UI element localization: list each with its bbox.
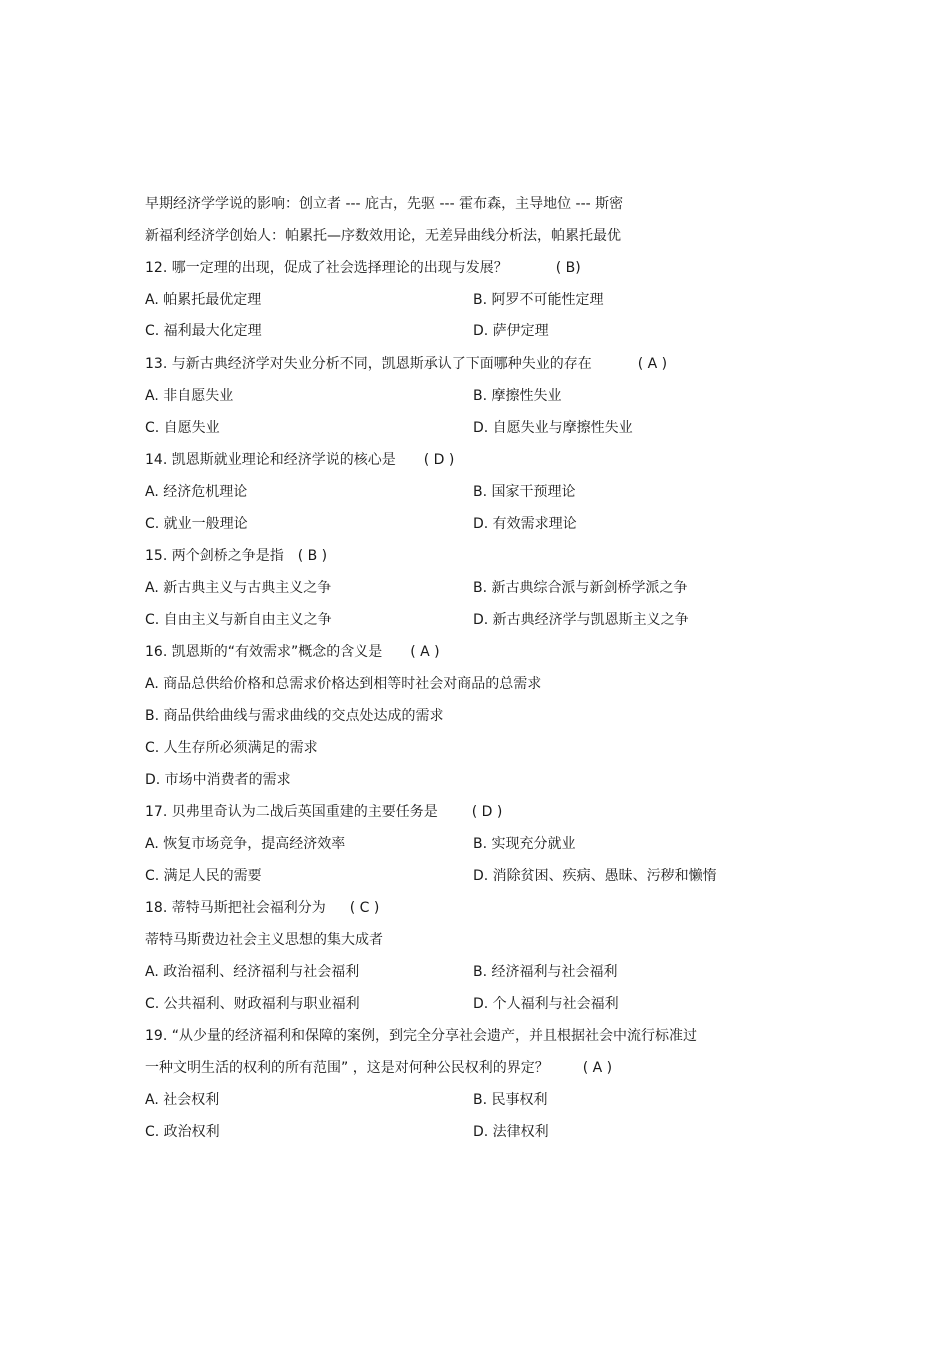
question-19: 19. “从少量的经济福利和保障的案例，到完全分享社会遗产，并且根据社会中流行标准过 — [145, 1028, 697, 1044]
question-12 — [145, 258, 581, 278]
option-b: B. 新古典综合派与新剑桥学派之争 — [473, 580, 688, 596]
answer-key: ( A ) — [582, 1060, 613, 1076]
option-d: D. 新古典经济学与凯恩斯主义之争 — [473, 612, 689, 628]
option-b: B. 商品供给曲线与需求曲线的交点处达成的需求 — [145, 708, 444, 724]
option-a: A. 经济危机理论 — [145, 484, 248, 500]
question-note: 蒂特马斯费边社会主义思想的集大成者 — [145, 932, 383, 948]
answer-key: ( B ) — [297, 548, 328, 564]
option-c: C. 自由主义与新自由主义之争 — [145, 612, 332, 628]
option-a: A. 政治福利、经济福利与社会福利 — [145, 964, 360, 980]
option-c: C. 公共福利、财政福利与职业福利 — [145, 996, 360, 1012]
option-a: A. 社会权利 — [145, 1092, 220, 1108]
question-14 — [145, 450, 454, 470]
option-b: B. 阿罗不可能性定理 — [473, 292, 604, 308]
question-text: 17. 贝弗里奇认为二战后英国重建的主要任务是 — [145, 804, 438, 820]
options-row — [145, 994, 785, 1014]
option-b: B. 经济福利与社会福利 — [473, 964, 618, 980]
question-13 — [145, 354, 667, 374]
answer-key: ( A ) — [637, 356, 668, 372]
option-b: B. 国家干预理论 — [473, 484, 576, 500]
options-row — [145, 386, 785, 406]
options-row — [145, 514, 785, 534]
option-c: C. 政治权利 — [145, 1124, 220, 1140]
answer-key: ( D ) — [471, 804, 503, 820]
question-text: 一种文明生活的权利的所有范围” ，这是对何种公民权利的界定？ — [145, 1060, 549, 1076]
options-row — [145, 610, 785, 630]
option-c: C. 满足人民的需要 — [145, 868, 262, 884]
question-text: 12. 哪一定理的出现，促成了社会选择理论的出现与发展？ — [145, 260, 508, 276]
option-d: D. 萨伊定理 — [473, 323, 549, 339]
answer-key: ( A ) — [410, 644, 440, 660]
question-text: 14. 凯恩斯就业理论和经济学说的核心是 — [145, 452, 396, 468]
options-row — [145, 962, 785, 982]
options-row — [145, 290, 785, 310]
intro-line-2: 新福利经济学创始人：帕累托—序数效用论，无差异曲线分析法，帕累托最优 — [145, 228, 621, 244]
options-row — [145, 321, 785, 341]
option-d: D. 消除贫困、疾病、愚昧、污秽和懒惰 — [473, 868, 717, 884]
option-d: D. 有效需求理论 — [473, 516, 577, 532]
option-b: B. 民事权利 — [473, 1092, 548, 1108]
option-d: D. 市场中消费者的需求 — [145, 772, 291, 788]
answer-key: ( C ) — [349, 900, 380, 916]
options-row — [145, 1090, 785, 1110]
option-a: A. 帕累托最优定理 — [145, 292, 262, 308]
option-c: C. 福利最大化定理 — [145, 323, 262, 339]
options-row — [145, 482, 785, 502]
option-a: A. 新古典主义与古典主义之争 — [145, 580, 332, 596]
question-18 — [145, 898, 379, 918]
option-d: D. 自愿失业与摩擦性失业 — [473, 420, 633, 436]
option-c: C. 就业一般理论 — [145, 516, 248, 532]
options-row — [145, 578, 785, 598]
option-b: B. 实现充分就业 — [473, 836, 576, 852]
option-b: B. 摩擦性失业 — [473, 388, 562, 404]
options-row — [145, 834, 785, 854]
option-a: A. 恢复市场竞争，提高经济效率 — [145, 836, 346, 852]
option-d: D. 法律权利 — [473, 1124, 549, 1140]
options-row — [145, 1122, 785, 1142]
question-text: 18. 蒂特马斯把社会福利分为 — [145, 900, 326, 916]
question-text: 15. 两个剑桥之争是指 — [145, 548, 284, 564]
question-15 — [145, 546, 327, 566]
option-a: A. 非自愿失业 — [145, 388, 234, 404]
option-c: C. 自愿失业 — [145, 420, 220, 436]
option-a: A. 商品总供给价格和总需求价格达到相等时社会对商品的总需求 — [145, 676, 542, 692]
options-row — [145, 866, 785, 886]
question-19-cont — [145, 1058, 612, 1078]
options-row — [145, 418, 785, 438]
answer-key: ( D ) — [423, 452, 455, 468]
question-text: 16. 凯恩斯的“有效需求”概念的含义是 — [145, 644, 383, 660]
intro-line-1: 早期经济学学说的影响：创立者 --- 庇古，先驱 --- 霍布森，主导地位 --- 斯密 — [145, 196, 624, 212]
question-16 — [145, 642, 440, 662]
question-text: 13. 与新古典经济学对失业分析不同，凯恩斯承认了下面哪种失业的存在 — [145, 356, 592, 372]
answer-key: ( B) — [555, 260, 581, 276]
option-d: D. 个人福利与社会福利 — [473, 996, 619, 1012]
option-c: C. 人生存所必须满足的需求 — [145, 740, 318, 756]
question-17 — [145, 802, 502, 822]
